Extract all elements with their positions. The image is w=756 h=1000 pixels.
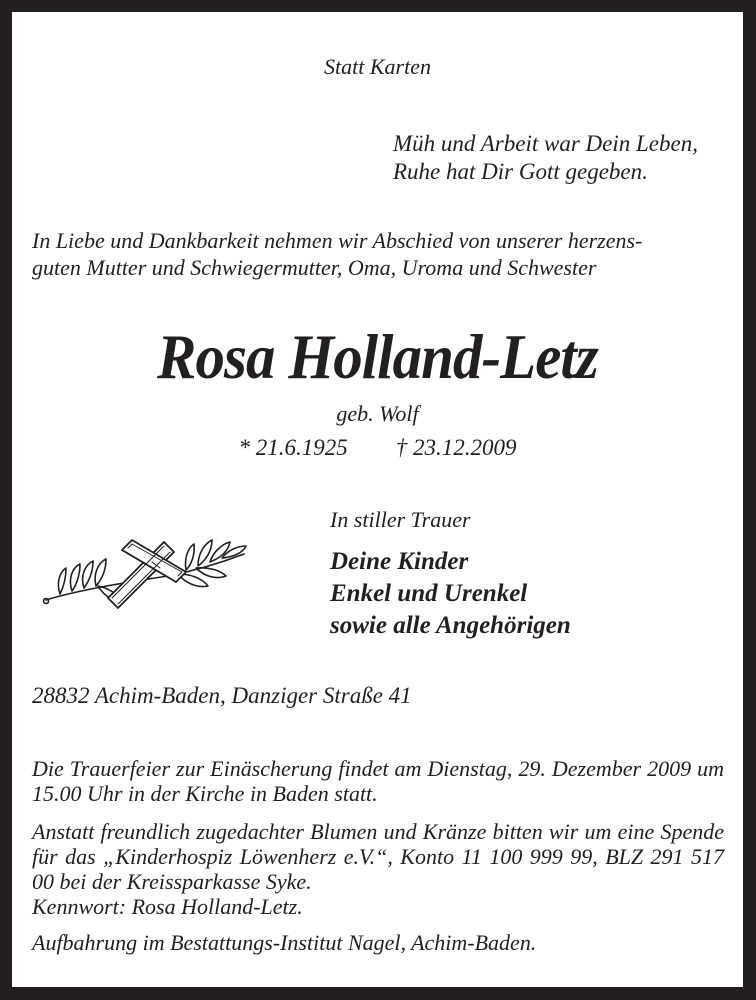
- mourner-line: sowie alle Angehörigen: [330, 612, 571, 639]
- verse: [393, 130, 698, 186]
- heading-statt-karten: Statt Karten: [324, 54, 431, 79]
- life-dates: [12, 436, 743, 459]
- family-address: 28832 Achim-Baden, Danziger Straße 41: [32, 683, 412, 708]
- mourner-line: Enkel und Urenkel: [330, 580, 528, 607]
- intro-text: [32, 227, 642, 281]
- donation-paragraph: [32, 819, 724, 919]
- verse-line-2: Ruhe hat Dir Gott gegeben.: [393, 159, 648, 184]
- donation-text: Anstatt freundlich zugedachter Blumen und Kränze bitten wir um eine Spende für das „Kinderhospiz Löwenherz e.V.“, Konto 11 100 999 99, BLZ 291 517 00 bei der Kreissparkasse Syke.: [32, 819, 724, 894]
- deceased-name: Rosa Holland-Letz: [157, 321, 598, 392]
- cross-with-palm-branch-icon: [38, 524, 254, 614]
- maiden-name: geb. Wolf: [336, 401, 419, 426]
- donation-keyword: Kennwort: Rosa Holland-Letz.: [32, 894, 303, 919]
- intro-line-2: guten Mutter und Schwiegermutter, Oma, Uroma und Schwester: [32, 255, 597, 280]
- verse-line-1: Müh und Arbeit war Dein Leben,: [393, 131, 698, 156]
- death-date: † 23.12.2009: [395, 435, 517, 460]
- obituary-notice: [12, 12, 743, 987]
- mourner-line: Deine Kinder: [330, 548, 469, 575]
- intro-line-1: In Liebe und Dankbarkeit nehmen wir Abschied von unserer herzens-: [32, 228, 643, 253]
- viewing-paragraph: Aufbahrung im Bestattungs-Institut Nagel, Achim-Baden.: [32, 930, 537, 955]
- birth-date: * 21.6.1925: [238, 435, 348, 460]
- funeral-service-paragraph: Die Trauerfeier zur Einäscherung findet am Dienstag, 29. Dezember 2009 um 15.00 Uhr in der Kirche in Baden statt.: [32, 756, 724, 806]
- mourning-label: In stiller Trauer: [330, 507, 471, 532]
- mourners-list: [330, 546, 571, 642]
